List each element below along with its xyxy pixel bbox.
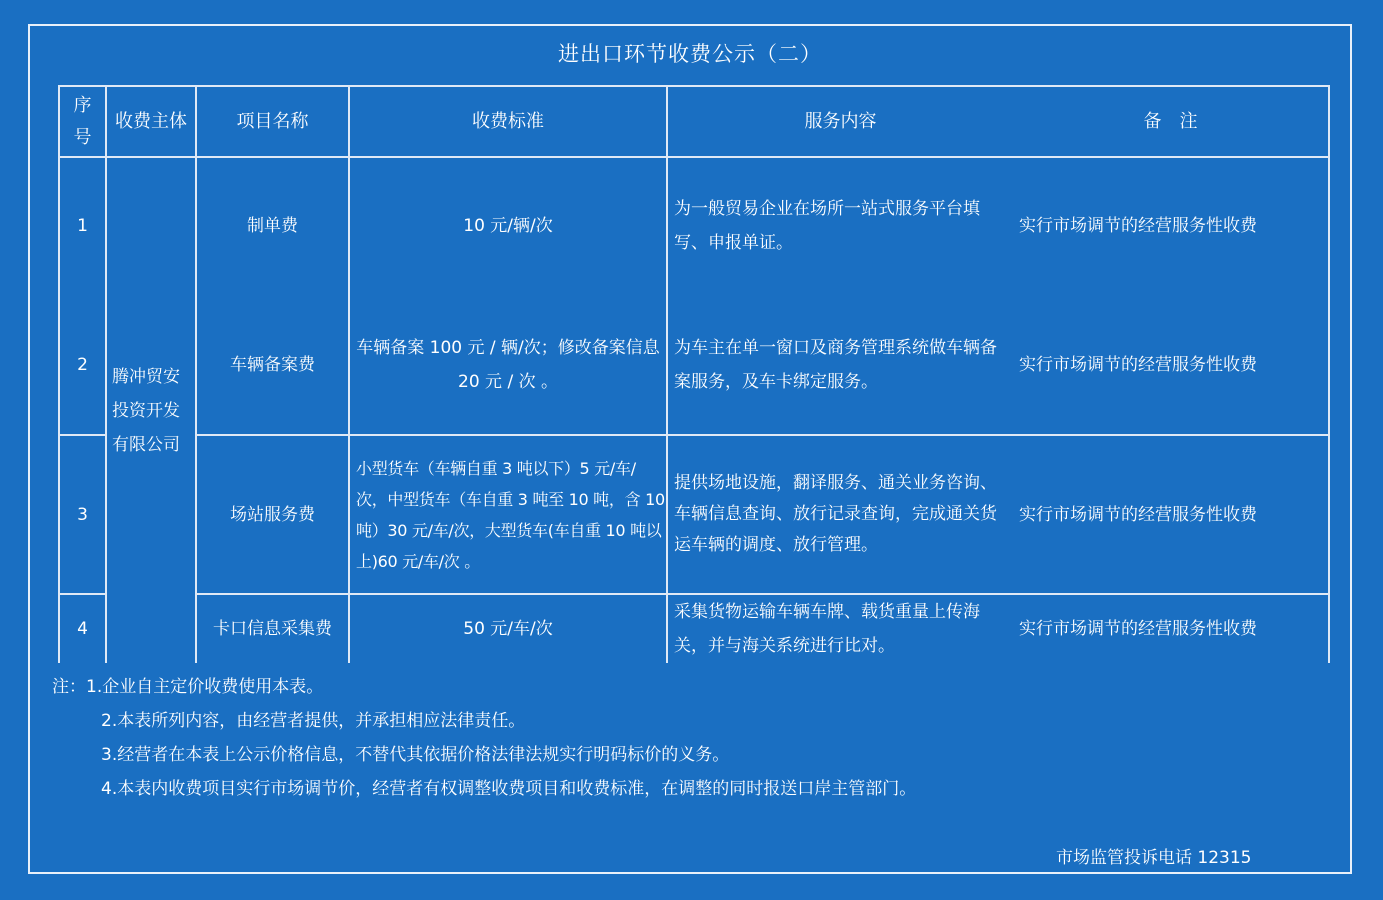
note-1: 注：1.企业自主定价收费使用本表。 — [52, 677, 324, 697]
row3-service: 提供场地设施，翻译服务、通关业务咨询、车辆信息查询、放行记录查询，完成通关货运车辆的调度、放行管理。 — [674, 473, 997, 555]
note-4: 4.本表内收费项目实行市场调节价，经营者有权调整收费项目和收费标准，在调整的同时报送口岸主管部门。 — [101, 779, 917, 799]
row4-standard: 50 元/车/次 — [463, 619, 553, 639]
row2-item: 车辆备案费 — [230, 355, 315, 375]
page-title: 进出口环节收费公示（二） — [558, 42, 822, 66]
row2-service: 为车主在单一窗口及商务管理系统做车辆备案服务，及车卡绑定服务。 — [674, 338, 997, 392]
row3-standard: 小型货车（车辆自重 3 吨以下）5 元/车/次，中型货车（车自重 3 吨至 10 吨，含 10 吨）30 元/车/次，大型货车(车自重 10 吨以上)60 元/车/次 。 — [356, 458, 665, 571]
row4-item: 卡口信息采集费 — [213, 619, 332, 639]
header-item: 项目名称 — [236, 110, 309, 132]
row2-standard: 车辆备案 100 元 / 辆/次；修改备案信息 20 元 / 次 。 — [356, 338, 660, 392]
row1-standard: 10 元/辆/次 — [463, 216, 553, 236]
row4-remark: 实行市场调节的经营服务性收费 — [1019, 619, 1257, 639]
row4-seq: 4 — [77, 619, 88, 639]
row1-seq: 1 — [77, 216, 88, 236]
note-3: 3.经营者在本表上公示价格信息，不替代其依据价格法律法规实行明码标价的义务。 — [101, 745, 730, 765]
header-standard: 收费标准 — [472, 110, 544, 132]
header-seq: 序号 — [73, 94, 92, 148]
row1-remark: 实行市场调节的经营服务性收费 — [1019, 216, 1257, 236]
row2-remark: 实行市场调节的经营服务性收费 — [1019, 355, 1257, 375]
row3-seq: 3 — [77, 504, 88, 525]
note-2: 2.本表所列内容，由经营者提供，并承担相应法律责任。 — [101, 711, 526, 731]
header-entity: 收费主体 — [115, 110, 187, 132]
header-remark: 备 注 — [1143, 110, 1198, 132]
row1-item: 制单费 — [247, 216, 298, 236]
row3-remark: 实行市场调节的经营服务性收费 — [1019, 504, 1257, 525]
fee-entity: 腾冲贸安投资开发有限公司 — [112, 367, 180, 455]
row1-service: 为一般贸易企业在场所一站式服务平台填写、申报单证。 — [674, 199, 980, 253]
row4-service: 采集货物运输车辆车牌、载货重量上传海关，并与海关系统进行比对。 — [674, 602, 980, 656]
header-service: 服务内容 — [804, 110, 877, 132]
row2-seq: 2 — [77, 355, 88, 375]
complaint-hotline: 市场监管投诉电话 12315 — [1056, 848, 1252, 868]
row3-item: 场站服务费 — [230, 504, 315, 525]
